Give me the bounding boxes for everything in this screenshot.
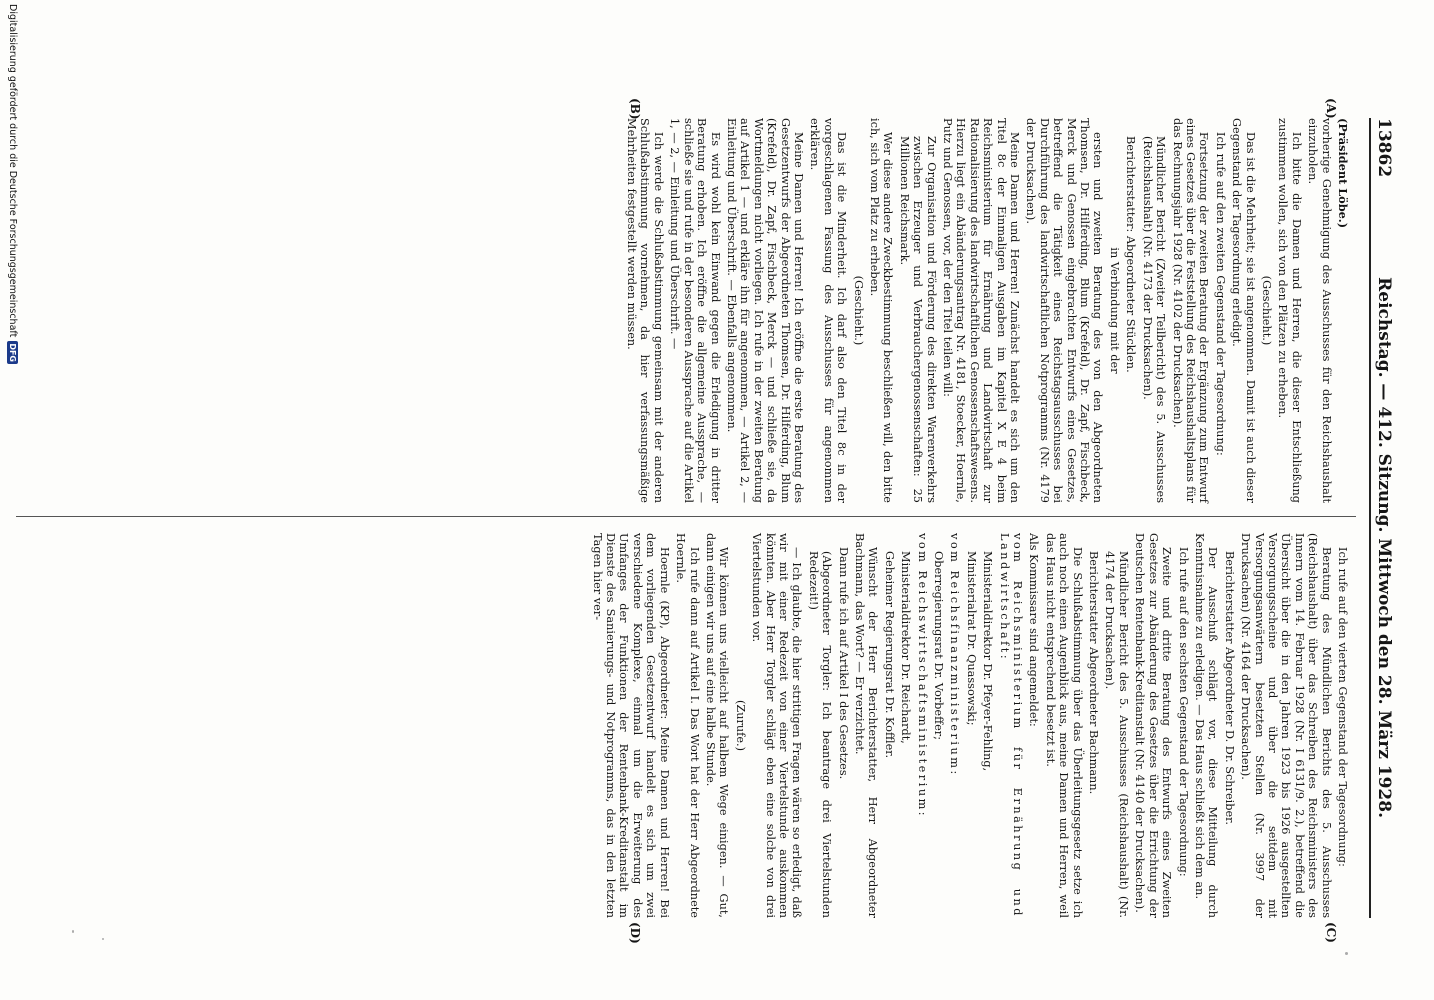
scan-speck: [102, 938, 104, 940]
right-text-column: [587, 533, 1349, 918]
left-column-paragraph: Ich rufe auf den zweiten Gegenstand der Tagesordnung:: [1213, 132, 1227, 456]
right-column-paragraph: Berichterstatter Abgeordneter Bachmann.: [1087, 551, 1101, 795]
scan-speck: [72, 930, 74, 933]
page-number: 13862: [1374, 118, 1394, 178]
right-column-paragraph: vom Reichsfinanzministerium:: [948, 533, 962, 777]
right-column-paragraph: Wünscht der Herr Berichterstatter, Herr Abgeordneter Bachmann, das Wort? — Er verzichtet.: [853, 533, 880, 918]
left-text-column: [622, 118, 1349, 503]
left-column-paragraph: Meine Damen und Herren! Ich eröffne die erste Beratung des Gesetzentwurfs der Abgeordneten Thomsen, Dr. Hilferding, Blum (Krefeld), Dr. Zapf, Fischbeck, Merck — und schließe sie, da Wortmeldungen nicht vorliegen. Ich rufe in der zweiten Beratung auf Artikel 1 — und erkläre ihn für angenommen, — Artikel 2, — Einleitung und Überschrift. — Ebenfalls angenommen.: [724, 118, 805, 503]
dfg-logo: DFG: [8, 343, 17, 362]
left-column-paragraph: Das ist die Minderheit. Ich darf also den Titel 8c in der vorgeschlagenen Fassung des Ausschusses für angenommen erklären.: [808, 118, 849, 503]
right-column-paragraph: Hoernle (KP), Abgeordneter: Meine Damen und Herren! Bei dem vorliegenden Gesetzentwurf handelt es sich um zwei verschiedene Komplexe, einmal um die Erweiterung des Umfanges der Funktionen der Rentenbank-Kreditanstalt im Dienste des Sanierungs- und Notprogramms, das in den letzten Tagen hier ver-: [590, 533, 671, 918]
right-column-paragraph: Der Ausschuß schlägt vor, diese Mitteilung durch Kenntnisnahme zu erledigen. — Das Haus schließt sich dem an.: [1192, 533, 1220, 918]
margin-marker-a: (A): [1324, 98, 1338, 119]
right-column-paragraph: Mündlicher Bericht des 5. Ausschusses (Reichshaushalt) (Nr. 4174 der Drucksachen).: [1103, 551, 1130, 918]
page-title: Reichstag. — 412. Sitzung. Mittwoch den 28. März 1928.: [1374, 277, 1394, 818]
right-column-paragraph: Ich rufe auf den vierten Gegenstand der Tagesordnung:: [1336, 547, 1349, 867]
right-column-paragraph: Als Kommissare sind angemeldet:: [1027, 533, 1041, 727]
digitization-footer: [7, 4, 18, 364]
right-column-paragraph: (Abgeordneter Torgler: Ich beantrage drei Viertelstunden Redezeit!): [806, 551, 834, 918]
right-column-paragraph: Dann rufe ich auf Artikel I des Gesetzes.: [836, 547, 850, 780]
right-column-paragraph: vom Reichsministerium für Ernährung und Landwirtschaft:: [997, 533, 1025, 918]
margin-marker-b: (B): [628, 98, 642, 120]
right-column-paragraph: Ministerialrat Dr. Quassowski;: [964, 551, 978, 726]
left-column-paragraph: Es wird wohl kein Einwand gegen die Erledigung in dritter Beratung erhoben. Ich eröffne die allgemeine Aussprache, — schließe sie und rufe in der besonderen Aussprache auf die Artikel 1, — 2, — Einleitung und Überschrift. —: [668, 118, 722, 503]
right-column-paragraph: Die Schlußabstimmung über das Überleitungsgesetz setze ich auch noch einen Augenblick aus, meine Damen und Herren, weil das Haus nicht entsprechend besetzt ist.: [1043, 533, 1084, 918]
left-column-paragraph: in Verbindung mit der: [1107, 247, 1121, 374]
scan-speck: [1345, 952, 1348, 955]
funding-note: Digitalisierung gefördert durch die Deutsche Forschungsgemeinschaft: [7, 4, 18, 338]
margin-marker-c: (C): [1324, 922, 1338, 943]
right-column-paragraph: Ich rufe dann auf Artikel I. Das Wort hat der Herr Abgeordnete Hoernle.: [674, 533, 701, 918]
left-column-paragraph: Zur Organisation und Förderung des direkten Warenverkehrs zwischen Erzeuger und Verbrauchergenossenschaften: 25 Millionen Reichsmark.: [897, 136, 938, 503]
right-column-paragraph: — Ich glaubte, die hier strittigen Fragen wären so erledigt, daß wir mit einer Redezeit von einer Viertelstunde auskommen könnten. Aber Herr Torgler schlägt eben eine solche von drei Viertelstunden vor.: [750, 533, 804, 918]
right-column-paragraph: Beratung des Mündlichen Berichts des 5. Ausschusses (Reichshaushalt) über das Schreiben des Reichsministers des Innern vom 14. Februar 1928 (Nr. I 6131/9. 2.), betreffend die Übersicht über die in den Jahren 1923 bis 1926 ausgestellten Versorgungsscheine und über die seitdem mit Versorgungsanwärtern besetzten Stellen (Nr. 3997 der Drucksachen) (Nr. 4164 der Drucksachen).: [1239, 533, 1333, 918]
right-column-paragraph: (Zurufe.): [733, 699, 747, 752]
right-column-paragraph: Berichterstatter Abgeordneter D. Dr. Schreiber.: [1222, 551, 1236, 825]
left-column-paragraph: Wer diese andere Zweckbestimmung beschließen will, den bitte ich, sich vom Platz zu erheben.: [868, 118, 895, 503]
column-divider: [16, 516, 1356, 517]
left-column-paragraph: (Geschieht.): [1259, 275, 1273, 346]
left-column-paragraph: vorherige Genehmigung des Ausschusses für den Reichshaushalt einzuholen.: [1306, 118, 1333, 503]
right-column-paragraph: vom Reichswirtschaftsministerium:: [915, 533, 929, 819]
left-column-paragraph: Mündlicher Bericht (Zweiter Teilbericht) des 5. Ausschusses (Reichshaushalt) (Nr. 4173 der Drucksachen).: [1140, 136, 1168, 503]
right-column-paragraph: Ministerialdirektor Dr. Pfeyer-Fehling,: [981, 551, 995, 772]
left-column-paragraph: (Präsident Löbe.): [1336, 118, 1350, 229]
left-column-paragraph: ersten und zweiten Beratung des von den Abgeordneten Thomsen, Dr. Hilferding, Blum (Krefeld), Dr. Zapf, Fischbeck, Merck und Genossen eingebrachten Entwurfs eines Gesetzes, betreffend die Tätigkeit eines Reichstagsausschusses bei Durchführung des landwirtschaftlichen Notprogramms (Nr. 4179 der Drucksachen).: [1024, 118, 1105, 503]
left-column-paragraph: Fortsetzung der zweiten Beratung der Ergänzung zum Entwurf eines Gesetzes über die Feststellung des Reichshaushaltsplans für das Rechnungsjahr 1928 (Nr. 4102 der Drucksachen).: [1170, 118, 1211, 503]
left-column-paragraph: Berichterstatter: Abgeordneter Stücklen.: [1124, 136, 1138, 373]
right-column-paragraph: Ministerialdirektor Dr. Reichardt,: [899, 551, 913, 744]
left-column-paragraph: (Geschieht.): [851, 275, 865, 346]
margin-marker-d: (D): [628, 922, 642, 944]
left-column-paragraph: Das ist die Mehrheit; sie ist angenommen. Damit ist auch dieser Gegenstand der Tagesordnung erledigt.: [1230, 118, 1257, 503]
left-column-paragraph: Ich bitte die Damen und Herren, die dieser Entschließung zustimmen wollen, sich von den Plätzen zu erheben.: [1276, 118, 1303, 503]
right-column-paragraph: Oberregierungsrat Dr. Vorbeffer;: [932, 551, 946, 740]
page-header: [1369, 118, 1394, 918]
left-column-paragraph: Meine Damen und Herren! Zunächst handelt es sich um den Titel 8c der Einmaligen Ausgaben im Kapitel X E 4 beim Reichsministerium für Ernährung und Landwirtschaft zur Rationalisierung des landwirtschaftlichen Genossenschaftswesens. Hierzu liegt ein Abänderungsantrag Nr. 4181, Stoecker, Hoernle, Putz und Genossen, vor, der den Titel teilen will:: [941, 118, 1022, 503]
right-column-paragraph: Geheimer Regierungsrat Dr. Koffler.: [882, 551, 896, 759]
right-column-paragraph: Wir können uns vielleicht auf halbem Wege einigen. — Gut, dann einigen wir uns auf eine halbe Stunde.: [703, 533, 731, 918]
left-column-paragraph: Ich werde die Schlußabstimmung gemeinsam mit der anderen Schlußabstimmung vornehmen, da hier verfassungsmäßige Mehrheiten festgestellt werden müssen.: [625, 118, 665, 503]
right-column-paragraph: Ich rufe auf den sechsten Gegenstand der Tagesordnung:: [1176, 547, 1190, 877]
right-column-paragraph: Zweite und dritte Beratung des Entwurfs eines Zweiten Gesetzes zur Abänderung des Gesetzes über die Errichtung der Deutschen Rentenbank-Kreditanstalt (Nr. 4140 der Drucksachen).: [1133, 533, 1174, 918]
